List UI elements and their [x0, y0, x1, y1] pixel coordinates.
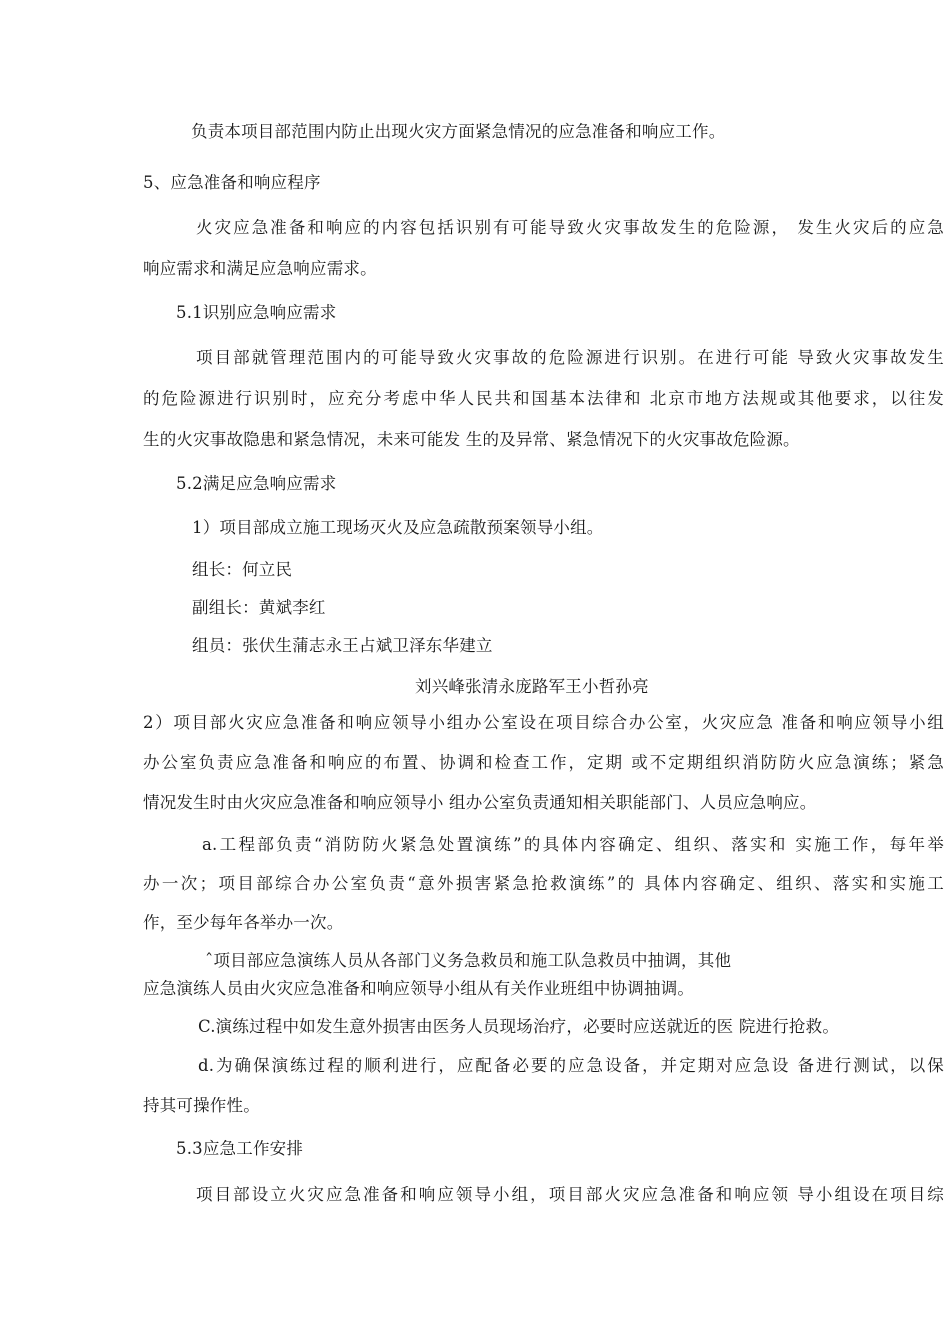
paragraph-line: 负责本项目部范围内防止出现火灾方面紧急情况的应急准备和响应工作。 — [191, 122, 726, 141]
paragraph-line: 火灾应急准备和响应的内容包括识别有可能导致火灾事故发生的危险源， 发生火灾后的应急 — [196, 218, 944, 237]
subsection-heading: 5.1识别应急响应需求 — [176, 303, 337, 322]
subsection-heading: 5.2满足应急响应需求 — [176, 474, 337, 493]
paragraph-line: 响应需求和满足应急响应需求。 — [143, 259, 377, 278]
paragraph-line: C.演练过程中如发生意外损害由医务人员现场治疗，必要时应送就近的医 院进行抢救。 — [198, 1017, 840, 1036]
paragraph-line: 2）项目部火灾应急准备和响应领导小组办公室设在项目综合办公室，火灾应急 准备和响应领导小组 — [143, 713, 944, 732]
paragraph-line: d.为确保演练过程的顺利进行，应配备必要的应急设备，并定期对应急设 备进行测试，以保 — [198, 1056, 944, 1075]
list-item: 1）项目部成立施工现场灭火及应急疏散预案领导小组。 — [192, 518, 604, 537]
paragraph-line: 的危险源进行识别时，应充分考虑中华人民共和国基本法律和 北京市地方法规或其他要求，以往发 — [143, 389, 944, 408]
paragraph-line: 应急演练人员由火灾应急准备和响应领导小组从有关作业班组中协调抽调。 — [143, 979, 695, 998]
paragraph-line: 持其可操作性。 — [143, 1096, 260, 1115]
members-line-continued: 刘兴峰张清永庞路军王小哲孙亮 — [415, 677, 649, 696]
deputy-leader-line: 副组长：黄斌李红 — [192, 598, 326, 617]
paragraph-line: 项目部设立火灾应急准备和响应领导小组，项目部火灾应急准备和响应领 导小组设在项目综 — [196, 1185, 944, 1204]
subsection-heading: 5.3应急工作安排 — [176, 1139, 304, 1158]
paragraph-line: 作，至少每年各举办一次。 — [143, 913, 344, 932]
paragraph-line: 生的火灾事故隐患和紧急情况，未来可能发 生的及异常、紧急情况下的火灾事故危险源。 — [143, 430, 800, 449]
paragraph-line: ˆ项目部应急演练人员从各部门义务急救员和施工队急救员中抽调，其他 — [205, 951, 732, 970]
paragraph-line: 办一次；项目部综合办公室负责“意外损害紧急抢救演练”的 具体内容确定、组织、落实和实施工 — [143, 874, 944, 893]
members-line: 组员：张伏生蒲志永王占斌卫泽东华建立 — [192, 636, 493, 655]
paragraph-line: 情况发生时由火灾应急准备和响应领导小 组办公室负责通知相关职能部门、人员应急响应。 — [143, 793, 817, 812]
paragraph-line: 办公室负责应急准备和响应的布置、协调和检查工作，定期 或不定期组织消防防火应急演练；紧急 — [143, 753, 944, 772]
section-heading: 5、应急准备和响应程序 — [143, 173, 321, 192]
leader-line: 组长：何立民 — [192, 560, 293, 579]
paragraph-line: 项目部就管理范围内的可能导致火灾事故的危险源进行识别。在进行可能 导致火灾事故发生 — [196, 348, 944, 367]
paragraph-line: a.工程部负责“消防防火紧急处置演练”的具体内容确定、组织、落实和 实施工作，每年举 — [202, 835, 944, 854]
